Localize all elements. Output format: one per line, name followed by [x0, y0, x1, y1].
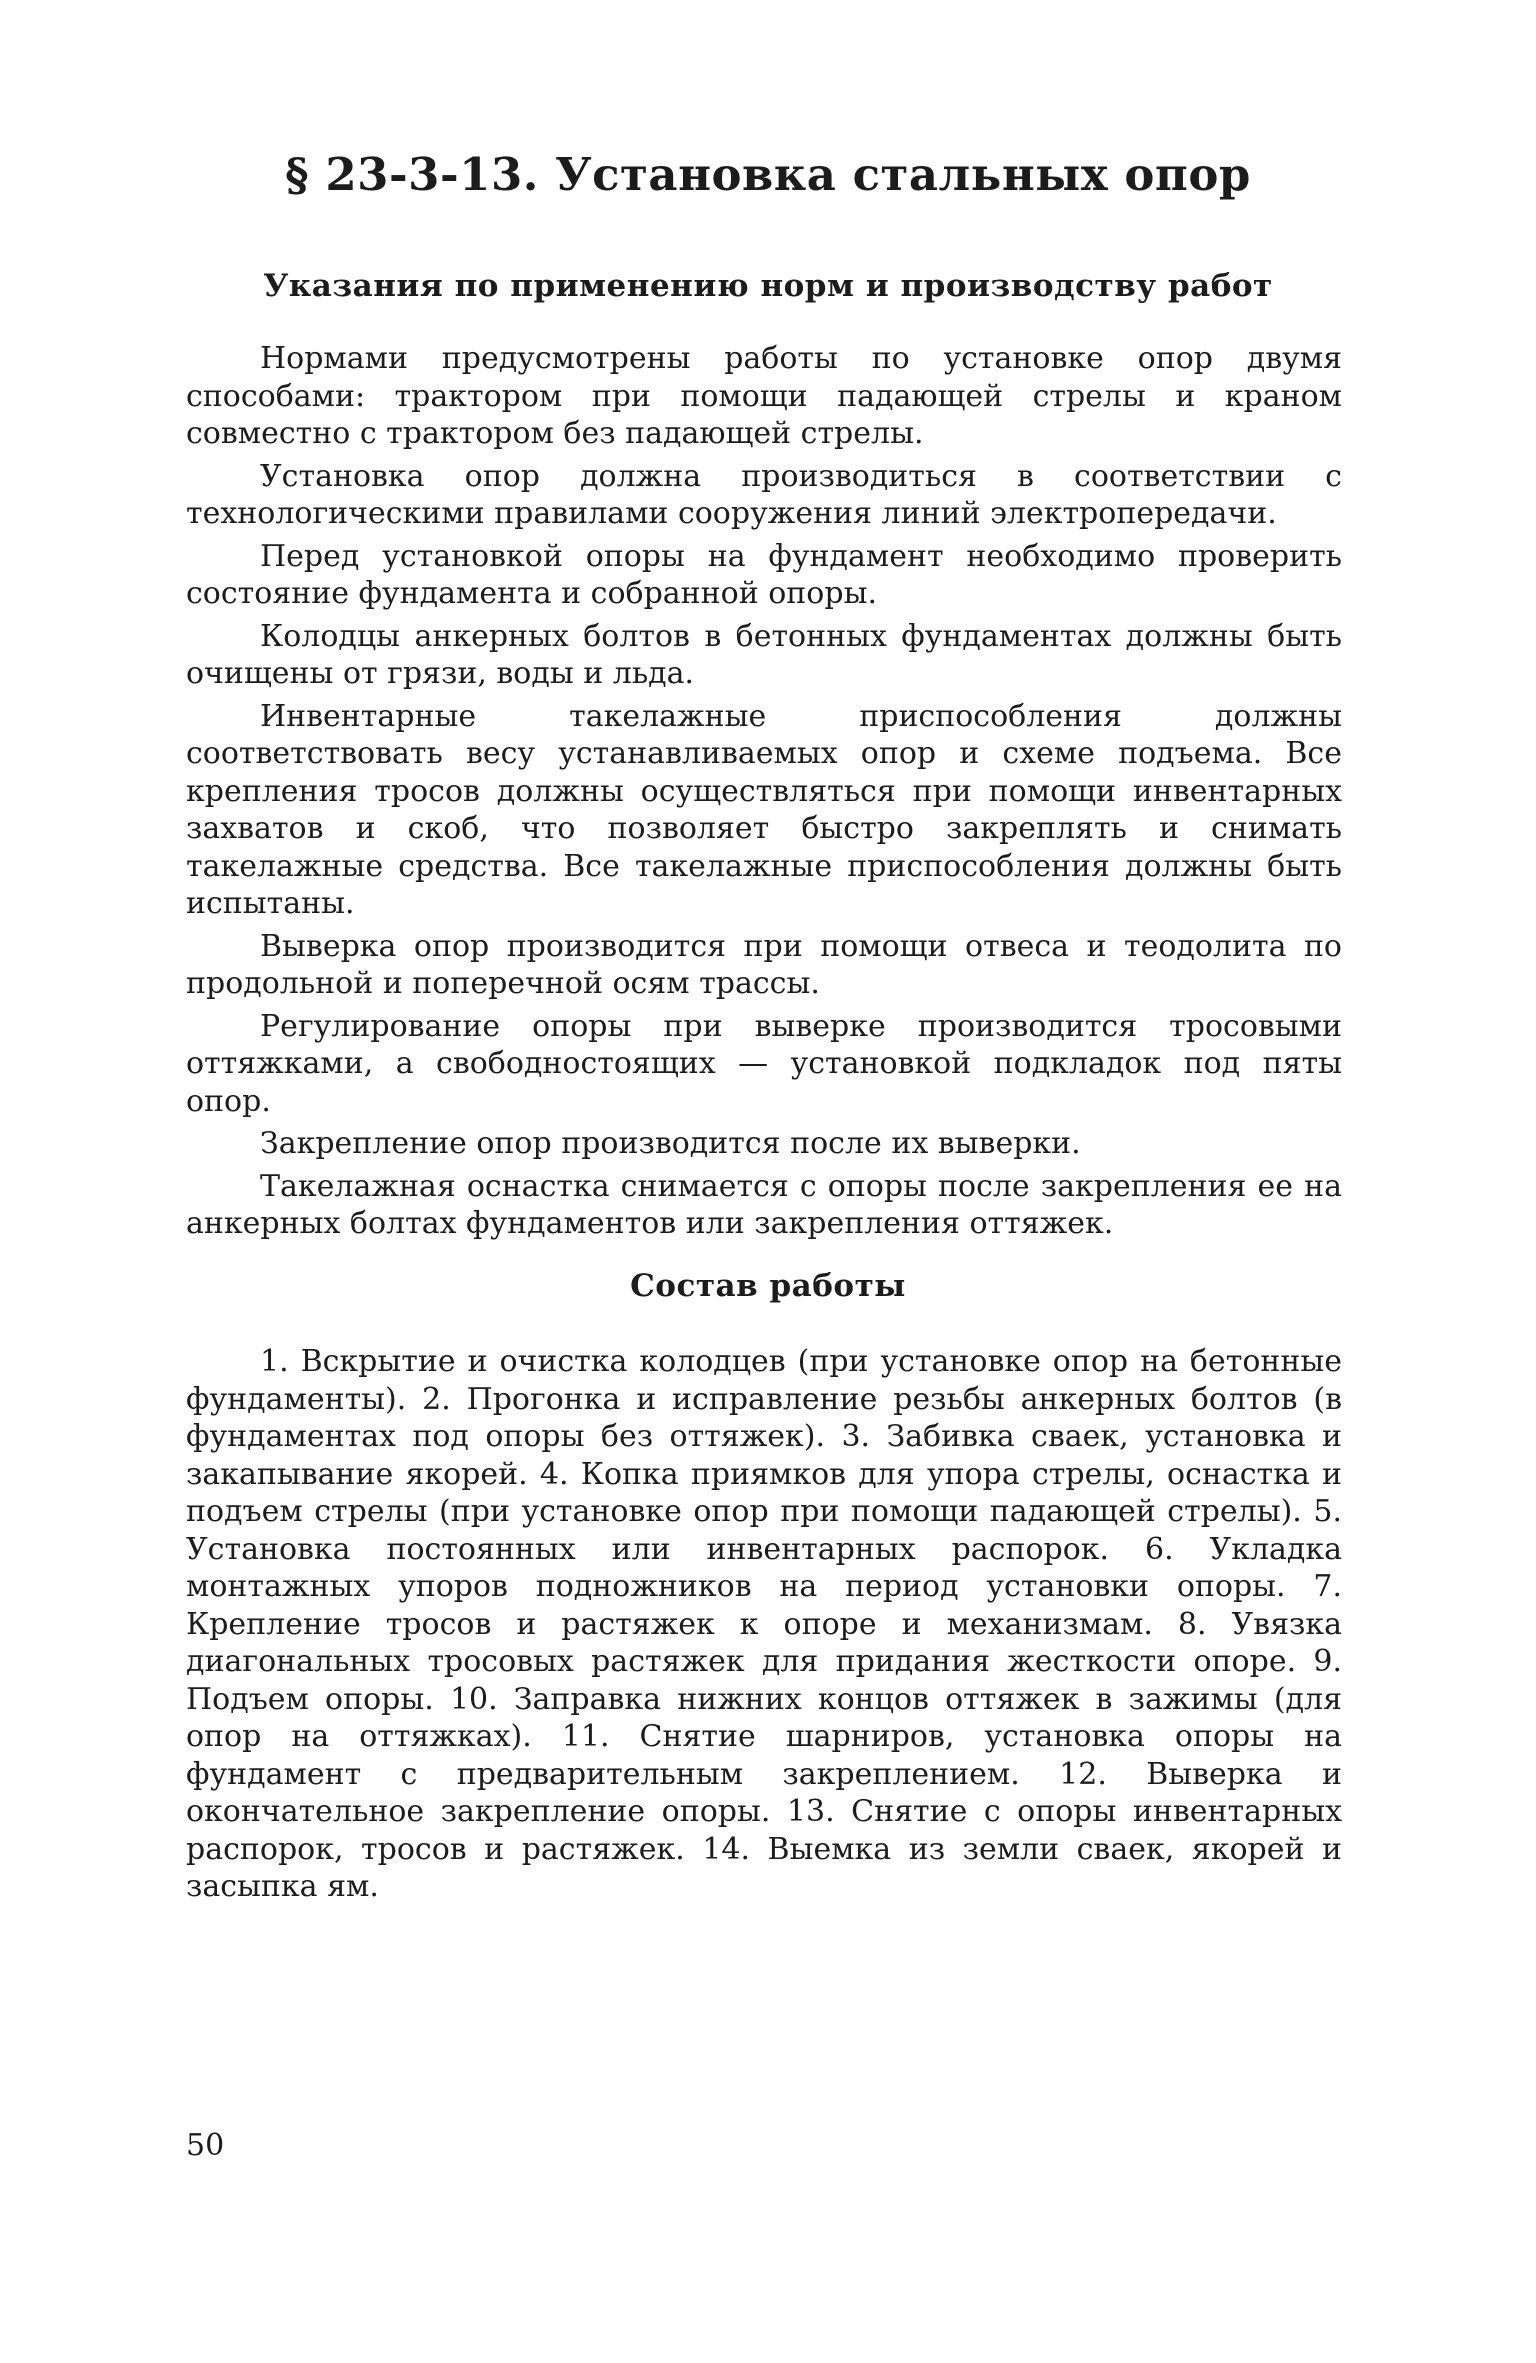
guidelines-body [186, 340, 1342, 1248]
composition-heading: Состав работы [630, 1268, 906, 1304]
guidelines-paragraph: Закрепление опор производится после их выверки. [260, 1126, 1081, 1161]
guidelines-paragraph: Инвентарные такелажные приспособления должны соответствовать весу устанавливаемых опор и схеме подъема. Все крепления тросов должны осуществляться при помощи инвентарных захватов и скоб, что позволяет быстро закреплять и снимать такелажные средства. Все такелажные приспособления должны быть испытаны. [186, 698, 1342, 921]
guidelines-paragraph: Такелажная оснастка снимается с опоры после закрепления ее на анкерных болтах фундаментов или закрепления оттяжек. [186, 1168, 1342, 1241]
guidelines-paragraph: Выверка опор производится при помощи отвеса и теодолита по продольной и поперечной осям трассы. [186, 928, 1342, 1001]
composition-body [186, 1343, 1342, 1911]
composition-paragraph: 1. Вскрытие и очистка колодцев (при установке опор на бетонные фундаменты). 2. Прогонка и исправление резьбы анкерных болтов (в фундаментах под опоры без оттяжек). 3. Забивка сваек, установка и закапывание якорей. 4. Копка приямков для упора стрелы, оснастка и подъем стрелы (при установке опор при помощи падающей стрелы). 5. Установка постоянных или инвентарных распорок. 6. Укладка монтажных упоров подножников на период установки опоры. 7. Крепление тросов и растяжек к опоре и механизмам. 8. Увязка диагональных тросовых растяжек для придания жесткости опоре. 9. Подъем опоры. 10. Заправка нижних концов оттяжек в зажимы (для опор на оттяжках). 11. Снятие шарниров, установка опоры на фундамент с предварительным закреплением. 12. Выверка и окончательное закрепление опоры. 13. Снятие с опоры инвентарных распорок, тросов и растяжек. 14. Выемка из земли сваек, якорей и засыпка ям. [186, 1344, 1342, 1904]
section-title: § 23-3-13. Установка стальных опор [285, 148, 1251, 201]
guidelines-heading: Указания по применению норм и производству работ [263, 268, 1273, 304]
guidelines-paragraph: Колодцы анкерных болтов в бетонных фундаментах должны быть очищены от грязи, воды и льда. [186, 618, 1342, 691]
guidelines-paragraph: Перед установкой опоры на фундамент необходимо проверить состояние фундамента и собранной опоры. [186, 538, 1342, 611]
page-number: 50 [186, 2128, 225, 2163]
guidelines-paragraph: Нормами предусмотрены работы по установке опор двумя способами: трактором при помощи падающей стрелы и краном совместно с трактором без падающей стрелы. [186, 341, 1342, 451]
guidelines-paragraph: Регулирование опоры при выверке производится тросовыми оттяжками, а свободностоящих — установкой подкладок под пяты опор. [186, 1008, 1342, 1119]
guidelines-paragraph: Установка опор должна производиться в соответствии с технологическими правилами сооружения линий электропередачи. [186, 458, 1342, 531]
